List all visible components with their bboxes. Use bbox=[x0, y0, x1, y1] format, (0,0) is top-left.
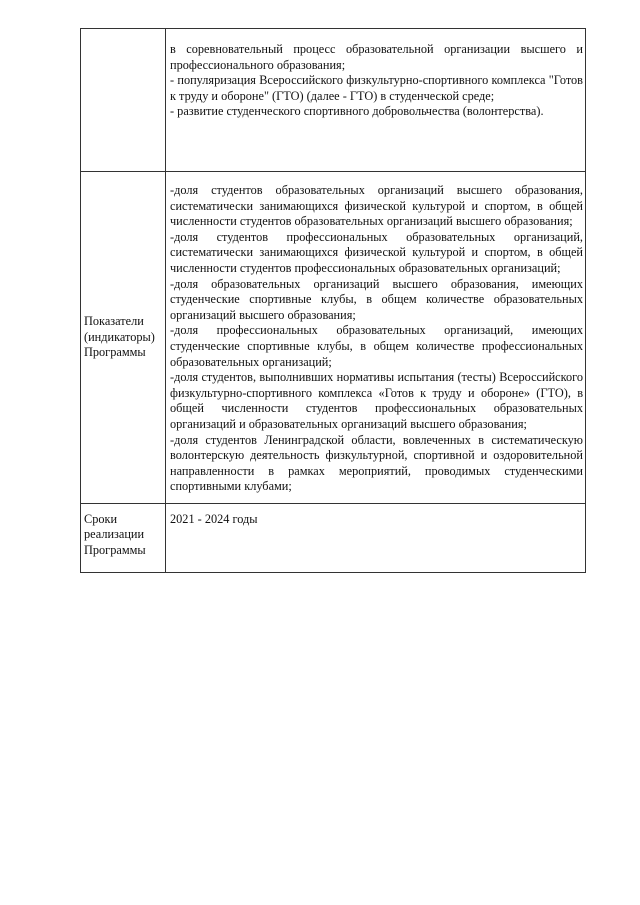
indicator-item: -доля студентов образовательных организаций высшего образования, систематически занимающихся физической культурой и спортом, в общей численности студентов образовательных организаций высшего образования; bbox=[170, 183, 583, 229]
indicator-item: -доля студентов профессиональных образовательных организаций, систематически занимающихся физической культурой и спортом, в общей численности студентов профессиональных образовательных организаций; bbox=[170, 229, 583, 275]
table-row-indicators bbox=[81, 172, 586, 504]
indicator-item: -доля студентов, выполнивших нормативы испытания (тесты) Всероссийского физкультурно-спортивного комплекса «Готов к труду и обороне» (ГТО), в общей численности студентов профессиональных образовательных организаций и образовательных организаций высшего образования; bbox=[170, 370, 583, 431]
terms-label-line: Сроки bbox=[84, 511, 118, 526]
terms-value-cell bbox=[166, 503, 586, 572]
indicators-label-cell bbox=[81, 172, 166, 504]
indicators-label-line: (индикаторы) bbox=[84, 329, 155, 344]
table-row-terms bbox=[81, 503, 586, 572]
table-row-goals-continuation bbox=[81, 29, 586, 172]
program-passport-table bbox=[80, 28, 586, 573]
goals-paragraph: - популяризация Всероссийского физкультурно-спортивного комплекса "Готов к труду и обороне" (ГТО) (далее - ГТО) в студенческой среде; bbox=[170, 73, 583, 103]
indicators-label-line: Программы bbox=[84, 345, 146, 360]
indicator-item: -доля профессиональных образовательных организаций, имеющих студенческие спортивные клубы, в общем количестве профессиональных образовательных организаций; bbox=[170, 323, 583, 369]
goals-continuation-cell bbox=[166, 29, 586, 172]
indicators-label-line: Показатели bbox=[84, 314, 144, 329]
goals-paragraph: в соревновательный процесс образовательной организации высшего и профессионального образования; bbox=[170, 42, 583, 72]
indicator-item: -доля образовательных организаций высшего образования, имеющих студенческие спортивные клубы, в общем количестве образовательных организаций высшего образования; bbox=[170, 276, 583, 322]
terms-value: 2021 - 2024 годы bbox=[170, 511, 258, 526]
terms-label-line: Программы bbox=[84, 543, 146, 558]
empty-label-cell bbox=[81, 29, 166, 172]
indicators-content-cell bbox=[166, 172, 586, 504]
indicator-item: -доля студентов Ленинградской области, вовлеченных в систематическую волонтерскую деятельность физкультурной, спортивной и оздоровительной направленности в рамках мероприятий, проводимых студенческими спортивными клубами; bbox=[170, 432, 583, 494]
terms-label-line: реализации bbox=[84, 527, 145, 542]
goals-paragraph: - развитие студенческого спортивного добровольчества (волонтерства). bbox=[170, 104, 544, 119]
terms-label-cell bbox=[81, 503, 166, 572]
